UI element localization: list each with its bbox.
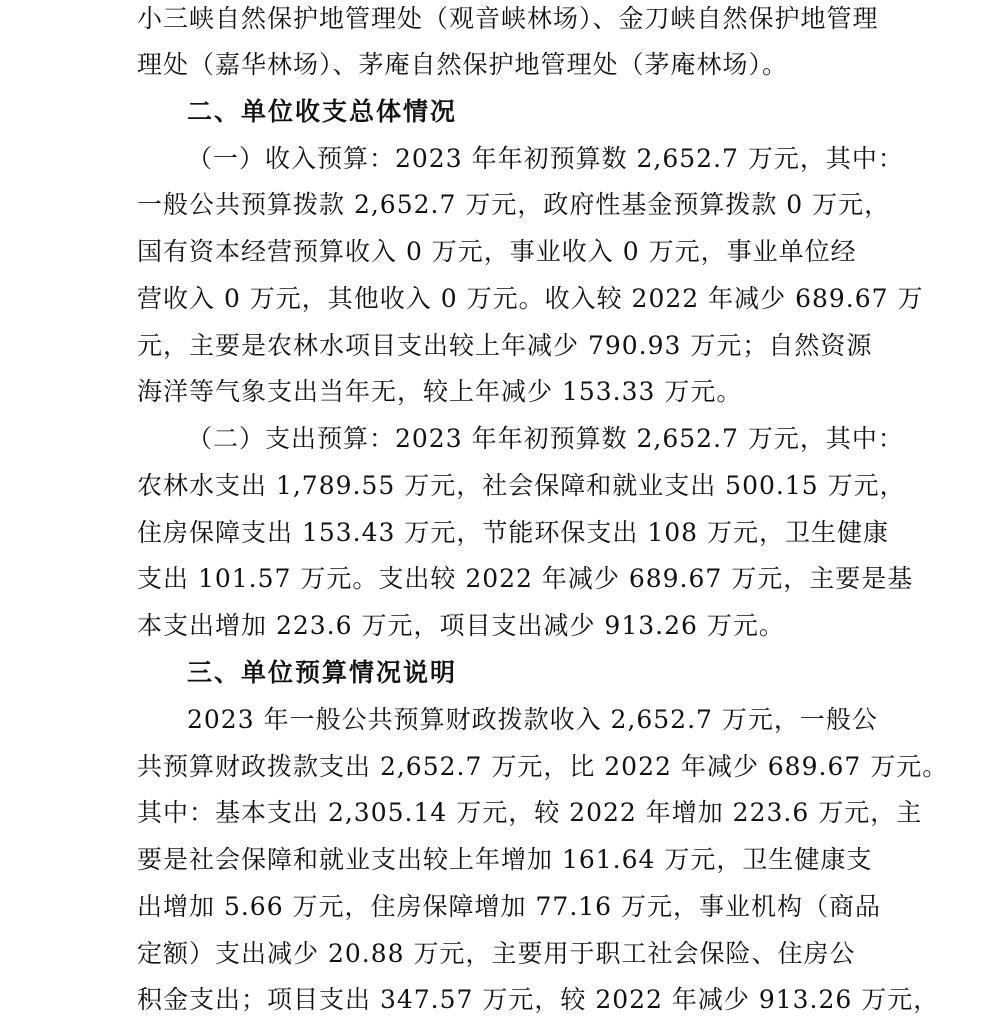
body-line: 本支出增加 223.6 万元，项目支出减少 913.26 万元。 [137,611,785,640]
body-line: 出增加 5.66 万元，住房保障增加 77.16 万元，事业机构（商品 [137,892,882,921]
body-line: 其中：基本支出 2,305.14 万元，较 2022 年增加 223.6 万元，主 [137,798,923,827]
body-line: 住房保障支出 153.43 万元，节能环保支出 108 万元，卫生健康 [137,518,889,547]
body-line: （二）支出预算：2023 年年初预算数 2,652.7 万元，其中： [187,424,904,453]
body-line: 农林水支出 1,789.55 万元，社会保障和就业支出 500.15 万元， [137,471,906,500]
body-line: 一般公共预算拨款 2,652.7 万元，政府性基金预算拨款 0 万元， [137,190,891,219]
section-heading: 二、单位收支总体情况 [187,97,458,126]
body-line: 国有资本经营预算收入 0 万元，事业收入 0 万元，事业单位经 [137,237,857,266]
body-line: 营收入 0 万元，其他收入 0 万元。收入较 2022 年减少 689.67 万 [137,284,924,313]
body-line: 积金支出；项目支出 347.57 万元，较 2022 年减少 913.26 万元， [137,985,940,1014]
body-line: 元，主要是农林水项目支出较上年减少 790.93 万元；自然资源 [137,331,873,360]
body-line: 2023 年一般公共预算财政拨款收入 2,652.7 万元，一般公 [187,705,878,734]
body-line: 支出 101.57 万元。支出较 2022 年减少 689.67 万元，主要是基 [137,564,914,593]
section-heading: 三、单位预算情况说明 [187,658,458,687]
body-line: 共预算财政拨款支出 2,652.7 万元，比 2022 年减少 689.67 万元。 [137,752,949,781]
body-line: （一）收入预算：2023 年年初预算数 2,652.7 万元，其中： [187,144,904,173]
body-line: 定额）支出减少 20.88 万元，主要用于职工社会保险、住房公 [137,939,856,968]
body-line: 理处（嘉华林场）、茅庵自然保护地管理处（茅庵林场）。 [137,50,789,79]
body-line: 小三峡自然保护地管理处（观音峡林场）、金刀峡自然保护地管理 [137,4,879,33]
body-line: 海洋等气象支出当年无，较上年减少 153.33 万元。 [137,377,743,406]
body-line: 要是社会保障和就业支出较上年增加 161.64 万元，卫生健康支 [137,845,873,874]
